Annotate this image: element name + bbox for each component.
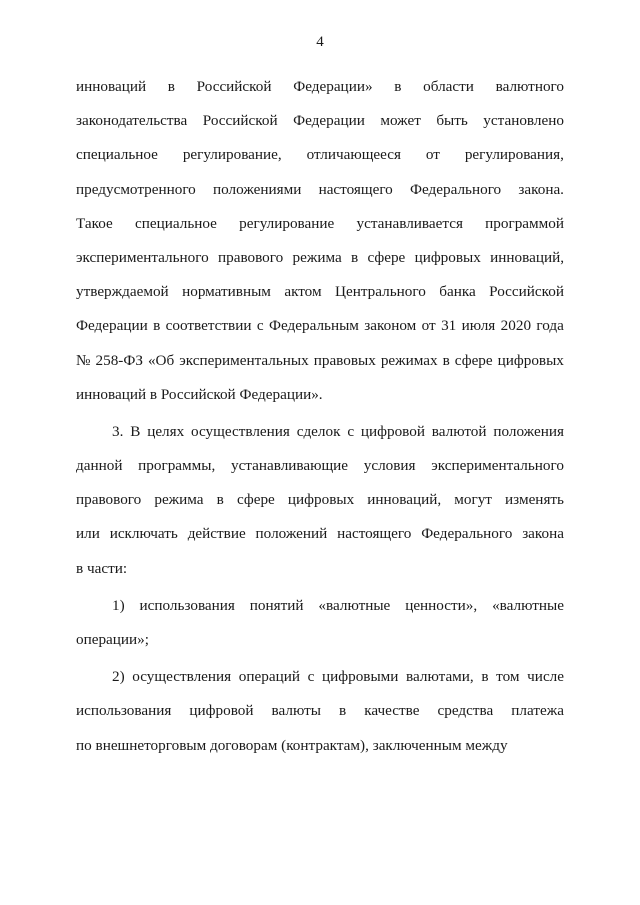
word: «валютные [492,596,564,614]
text-line [76,483,564,517]
word: Федерального [410,180,502,198]
word: осуществления [132,668,232,686]
word: инноваций, [490,248,564,266]
word: Федерации [76,317,148,335]
word: режима [154,491,204,509]
word: утверждаемой [76,283,169,301]
word: в [481,668,489,686]
word: качестве [364,702,420,720]
word: установлено [483,112,564,130]
word: от [425,146,440,164]
word: законом [364,317,417,335]
line-text: инноваций в Российской Федерации». [76,385,323,403]
word: цифровых [414,248,481,266]
document-body [76,70,564,763]
word: 258-ФЗ [95,351,143,369]
paragraph [76,589,564,657]
word: инноваций [76,78,147,95]
word: данной [76,457,123,475]
word: может [380,112,421,130]
word: закона. [518,180,564,198]
word: программой [485,214,564,232]
word: в [339,702,347,720]
word: законодательства [76,112,188,130]
word: в [216,491,224,509]
word: Российской [202,112,278,130]
text-line [76,344,564,378]
word: Федеральным [268,317,359,335]
word: в [442,351,450,369]
word: сфере [454,351,493,369]
word: Российской [489,283,564,301]
word: цифровыми [322,668,399,686]
word: операций [238,668,300,686]
word: 2020 [500,317,532,335]
word: сфере [367,248,406,266]
word: 3. [112,422,124,440]
word: нормативным [182,283,271,301]
text-line [76,449,564,483]
word: «валютные [318,596,391,614]
word: с [256,317,264,335]
word: 2) [112,668,125,686]
word: с [347,422,355,440]
word: цифровой [189,702,254,720]
word: положениями [213,180,302,198]
word: положения [493,422,564,440]
word: регулирование [239,214,335,232]
word: инноваций, [367,491,442,509]
word: правового [217,248,284,266]
word: настоящего [318,180,393,198]
word: Такое [76,214,113,232]
text-line [76,729,564,763]
word: действие [187,525,246,543]
word: 31 [441,317,457,335]
word: осуществления [191,422,290,440]
text-line [76,517,564,551]
word: платежа [511,702,564,720]
word: цифровой [360,422,425,440]
word: цифровых [497,351,564,369]
word: В [130,422,141,440]
word: средства [437,702,494,720]
word: валютой [431,422,487,440]
text-line [76,138,564,172]
word: экспериментальных [179,351,309,369]
word: в [351,248,359,266]
word: валютами, [406,668,474,686]
line-text: по внешнеторговым договорам (контрактам), заключенным между [76,736,508,754]
word: числе [527,668,564,686]
word: экспериментального [431,457,564,475]
word: июля [461,317,496,335]
word: регулирование, [182,146,282,164]
text-line [76,660,564,694]
paragraph [76,70,564,412]
word: Центрального [335,283,426,301]
word: использования [76,702,172,720]
text-line [76,70,564,104]
word: в [167,78,175,95]
word: экспериментального [76,248,209,266]
word: настоящего [337,525,412,543]
text-line [76,309,564,343]
word: режима [292,248,342,266]
paragraph [76,660,564,763]
word: валюты [271,702,321,720]
word: использования [139,596,235,614]
word: специальное [135,214,217,232]
word: отличающееся [306,146,401,164]
word: банка [439,283,476,301]
page-number: 4 [316,34,324,50]
word: режимах [380,351,438,369]
word: положений [255,525,328,543]
text-line [76,589,564,623]
word: условия [363,457,416,475]
word: ценности», [405,596,478,614]
text-line [76,173,564,207]
word: соответствии [165,317,252,335]
word: в [394,78,402,95]
text-line [76,415,564,449]
word: устанавливающие [230,457,349,475]
word: специальное [76,146,158,164]
word: валютного [495,78,564,95]
word: исключать [109,525,178,543]
word: актом [284,283,322,301]
word: понятий [249,596,304,614]
word: в [153,317,161,335]
word: № [76,351,91,369]
text-line [76,275,564,309]
word: могут [454,491,492,509]
line-text: в части: [76,559,128,577]
word: сфере [236,491,275,509]
word: «Об [147,351,175,369]
word: том [496,668,520,686]
word: области [423,78,474,95]
word: цифровых [287,491,355,509]
word: регулирования, [464,146,564,164]
word: года [536,317,564,335]
word: целях [147,422,185,440]
word: устанавливается [356,214,463,232]
text-line [76,378,564,412]
word: правового [76,491,142,509]
word: с [307,668,315,686]
paragraph [76,415,564,586]
word: от [421,317,436,335]
word: Российской [196,78,272,95]
word: сделок [296,422,341,440]
word: программы, [138,457,216,475]
text-line [76,623,564,657]
word: 1) [112,596,125,614]
word: или [76,525,100,543]
text-line [76,241,564,275]
word: изменять [505,491,564,509]
line-text: операции»; [76,631,149,648]
word: закона [522,525,564,543]
word: предусмотренного [76,180,196,198]
text-line [76,552,564,586]
text-line [76,207,564,241]
word: Федерации [293,112,365,130]
text-line [76,694,564,728]
word: Федерации» [293,78,373,95]
word: быть [436,112,468,130]
text-line [76,104,564,138]
word: Федерального [421,525,513,543]
word: правовых [313,351,376,369]
